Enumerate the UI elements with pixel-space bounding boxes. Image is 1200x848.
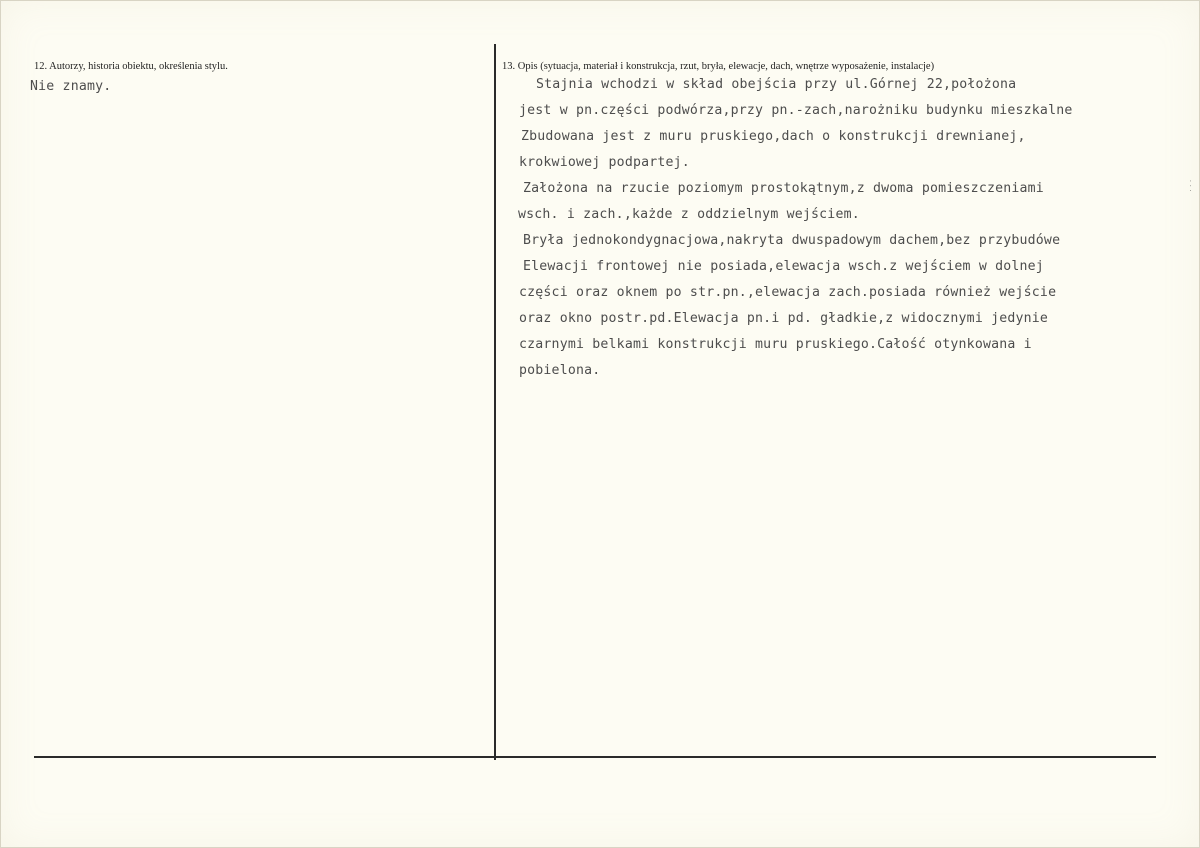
- authors-history-label: 12. Autorzy, historia obiektu, określenia stylu.: [34, 61, 228, 72]
- description-label: 13. Opis (sytuacja, materiał i konstrukcja, rzut, bryła, elewacje, dach, wnętrze wyposażenie, instalacje): [502, 61, 935, 72]
- vertical-divider: [494, 44, 496, 760]
- description-line: Założona na rzucie poziomym prostokątnym,z dwoma pomieszczeniami: [523, 181, 1044, 196]
- description-line: Elewacji frontowej nie posiada,elewacja wsch.z wejściem w dolnej: [523, 259, 1044, 274]
- description-line: Bryła jednokondygnacjowa,nakryta dwuspadowym dachem,bez przybudówe: [523, 233, 1061, 248]
- description-line: czarnymi belkami konstrukcji muru pruskiego.Całość otynkowana i: [519, 337, 1032, 352]
- description-line: wsch. i zach.,każde z oddzielnym wejściem.: [518, 207, 860, 222]
- authors-history-value: Nie znamy.: [30, 79, 112, 94]
- description-line: oraz okno postr.pd.Elewacja pn.i pd. gładkie,z widocznymi jedynie: [519, 311, 1049, 326]
- description-line: krokwiowej podpartej.: [519, 155, 690, 170]
- description-line: Stajnia wchodzi w skład obejścia przy ul.Górnej 22,położona: [536, 77, 1017, 92]
- horizontal-divider: [34, 756, 1156, 758]
- description-line: jest w pn.części podwórza,przy pn.-zach,narożniku budynku mieszkalne: [519, 103, 1073, 118]
- edge-stamp: · · ·: [1186, 180, 1193, 193]
- description-line: pobielona.: [519, 363, 601, 378]
- description-line: części oraz oknem po str.pn.,elewacja zach.posiada również wejście: [519, 285, 1057, 300]
- description-line: Zbudowana jest z muru pruskiego,dach o konstrukcji drewnianej,: [521, 129, 1026, 144]
